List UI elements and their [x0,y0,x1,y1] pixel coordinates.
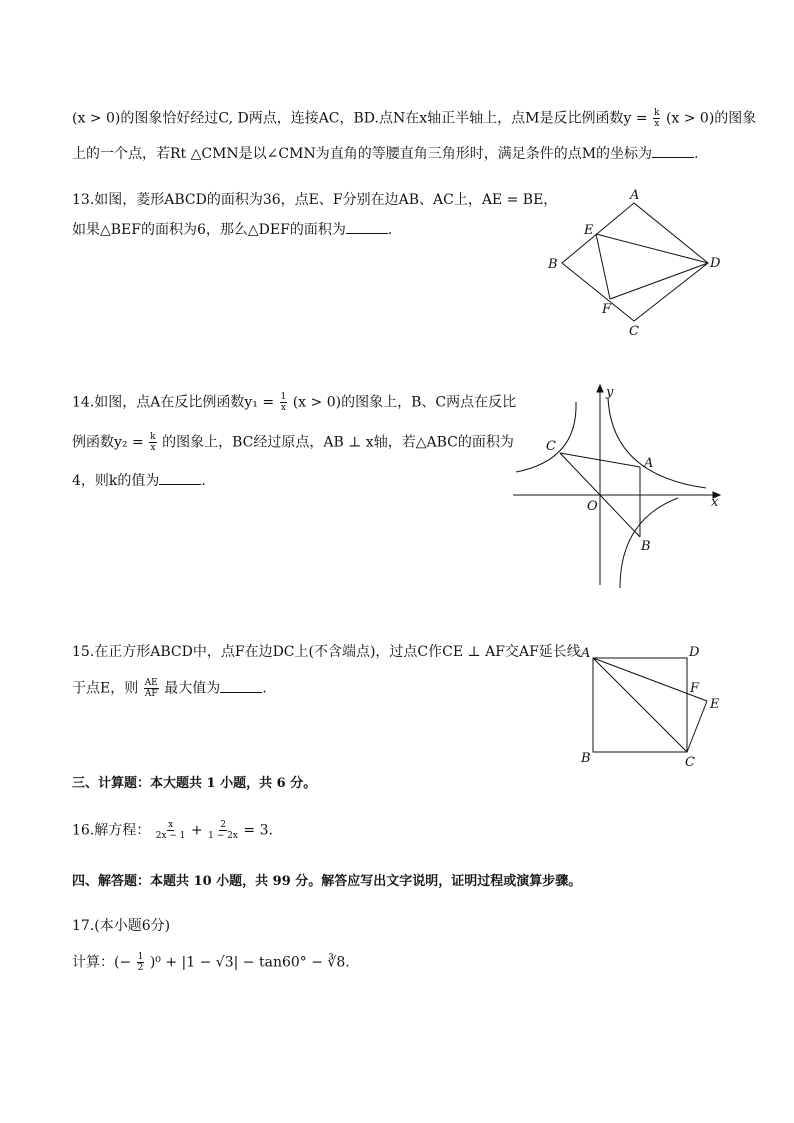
label-f: F [690,681,700,696]
q15-square-figure [575,640,725,770]
q16-plus: + [190,822,203,839]
q16-fraction-2 [208,820,238,841]
q14-line1-a: 14.如图，点A在反比例函数y₁ = [72,394,275,411]
q12-line1 [72,108,756,129]
q13-line1: 13.如图，菱形ABCD的面积为36，点E、F分别在边AB、AC上，AE = BE， [72,192,558,208]
q14-fraction-1 [280,392,288,413]
answer-blank[interactable] [220,679,262,693]
q14-line3 [72,471,206,491]
label-d: D [689,645,700,660]
label-x-axis: x [711,495,719,510]
q17-prefix: 计算：(− [72,954,132,971]
q16-prefix: 16.解方程： [72,822,151,839]
frac-denominator: x [280,403,286,413]
label-b: B [548,257,558,272]
curve-y1-branch [608,398,706,488]
label-y-axis: y [606,385,614,400]
q13-line2-end: . [387,222,393,238]
frac-denominator: 1 − 2x [208,831,238,841]
q14-hyperbola-figure [508,380,728,590]
q16-line [72,820,273,841]
frac-denominator: x [654,119,660,129]
frac-numerator: 2 [220,820,226,830]
q13-line2 [72,220,392,240]
q14-line3-end: . [201,473,206,489]
q13-line2-text: 如果△BEF的面积为6，那么△DEF的面积为 [72,222,346,238]
segment-ed [596,234,708,263]
q14-line2 [72,432,514,453]
label-c: C [685,755,695,770]
frac-numerator: 1 [280,392,287,402]
label-o: O [587,499,598,514]
label-d: D [710,256,721,271]
label-e: E [584,223,594,238]
label-a: A [581,646,591,661]
q14-line1 [72,392,516,413]
segment-ef [596,234,610,299]
label-b: B [581,751,591,766]
frac-numerator: 1 [137,952,144,962]
frac-numerator: x [168,820,174,830]
q16-tail: = 3. [243,822,273,839]
label-c: C [546,439,556,454]
label-b: B [641,539,651,554]
q17-expression [72,952,350,973]
q13-rhombus-figure [540,185,730,340]
answer-blank[interactable] [346,220,388,234]
q12-line1-tail: (x > 0)的图象 [665,110,757,127]
q14-line3-text: 4，则k的值为 [72,473,160,489]
q16-fraction-1 [156,820,186,841]
q15-line2 [72,678,267,699]
q17-tail: )⁰ + |1 − √3| − tan60° − ∛8. [149,954,350,971]
q14-fraction-2 [149,432,156,453]
section-4-heading: 四、解答题：本题共 10 小题，共 99 分。解答应写出文字说明，证明过程或演算步骤。 [72,874,582,889]
label-a: A [630,188,640,203]
frac-denominator: x [150,443,156,453]
curve-y2-branch-left [516,402,576,472]
diagonal-ac [593,658,687,752]
q15-line2-b: 最大值为 [164,680,221,697]
q12-line2 [72,144,699,164]
q15-fraction [144,678,159,699]
q12-line1-text: (x > 0)的图象恰好经过C, D两点，连接AC，BD.点N在x轴正半轴上，点M是反比例函数y = [72,110,648,127]
y-axis-arrow [597,385,603,392]
label-f: F [602,302,612,317]
q12-line2-end: . [694,146,699,162]
rhombus-abcd [562,203,708,321]
frac-numerator: k [654,108,660,118]
q14-line1-b: (x > 0)的图象上，B、C两点在反比 [292,394,517,411]
answer-blank[interactable] [652,144,694,158]
q12-fraction [653,108,660,129]
answer-blank[interactable] [159,471,201,485]
label-c: C [629,324,639,339]
q17-fraction [137,952,145,973]
section-3-heading: 三、计算题：本大题共 1 小题，共 6 分。 [72,776,317,791]
q15-line2-a: 于点E，则 [72,680,139,697]
q15-line1: 15.在正方形ABCD中，点F在边DC上(不含端点)，过点C作CE ⊥ AF交AF延长线 [72,644,581,660]
q14-line2-b: 的图象上，BC经过原点，AB ⊥ x轴，若△ABC的面积为 [162,434,514,451]
q14-line2-a: 例函数y₂ = [72,434,144,451]
label-a: A [644,456,654,471]
label-e: E [710,697,720,712]
frac-denominator: 2x − 1 [155,831,186,841]
frac-denominator: 2 [137,963,144,973]
q15-line2-end: . [262,680,267,697]
frac-numerator: AE [144,678,158,688]
q12-line2-text: 上的一个点，若Rt △CMN是以∠CMN为直角的等腰直角三角形时，满足条件的点M的坐标为 [72,146,653,162]
frac-denominator: AF [144,689,158,699]
segment-ce [687,701,707,752]
q17-title: 17.(本小题6分) [72,918,171,934]
frac-numerator: k [150,432,156,442]
segment-fd [610,263,708,299]
